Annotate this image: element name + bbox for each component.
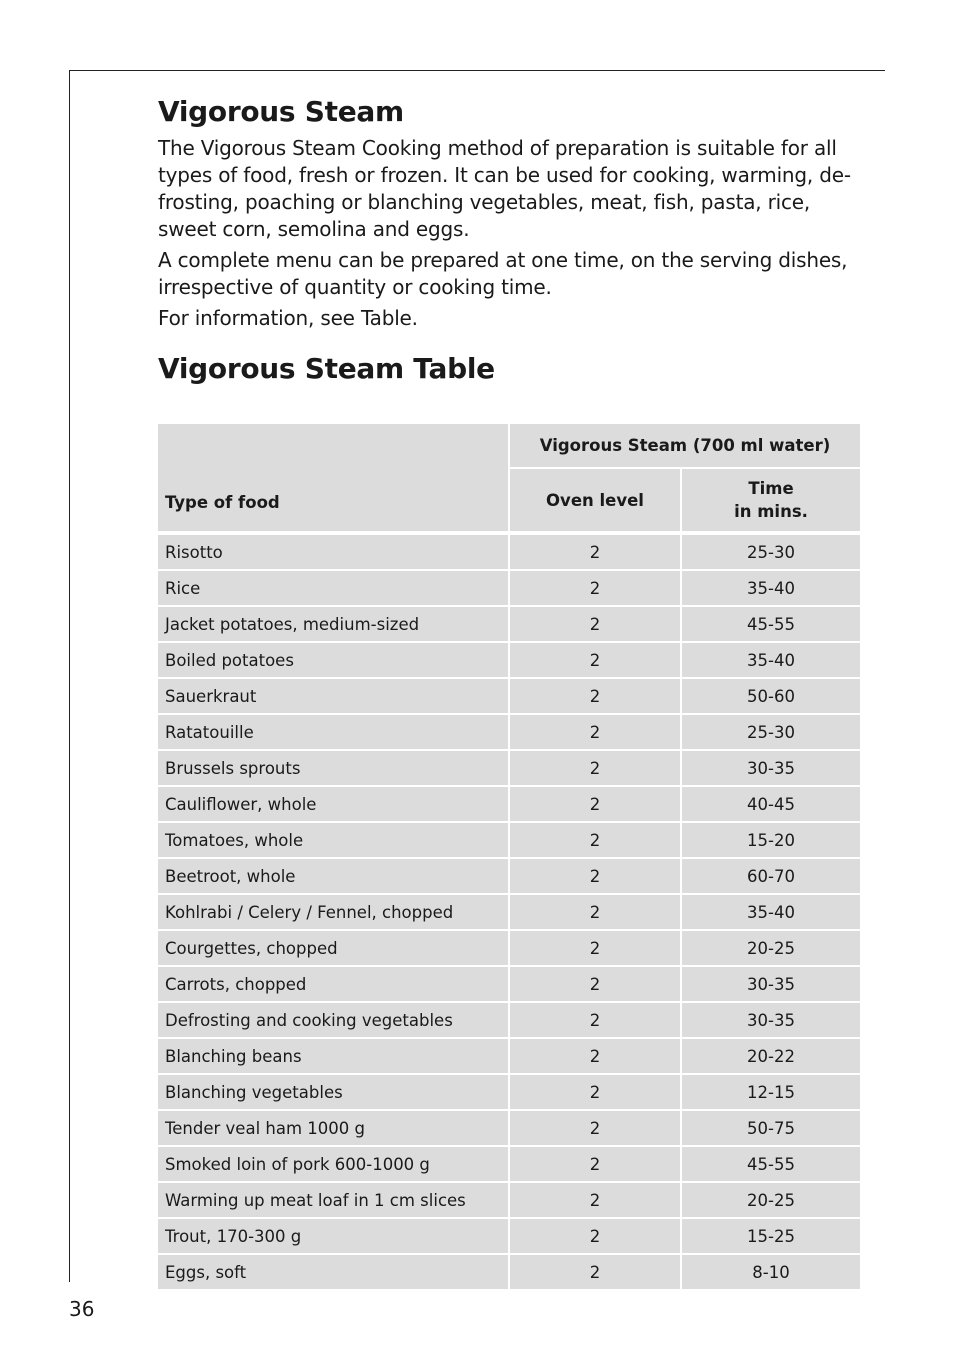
table-row — [158, 859, 860, 895]
table-row — [158, 895, 860, 931]
vigorous-steam-table — [158, 424, 860, 1291]
table-row — [158, 823, 860, 859]
time-cell: 20-25 — [682, 931, 860, 967]
section-heading-vigorous-steam: Vigorous Steam — [158, 95, 404, 128]
time-cell: 15-25 — [682, 1219, 860, 1255]
food-cell: Risotto — [158, 535, 510, 571]
food-cell: Blanching beans — [158, 1039, 510, 1075]
paragraph-line: irrespective of quantity or cooking time. — [158, 275, 552, 299]
oven-level-cell: 2 — [510, 787, 682, 823]
page-content — [158, 93, 860, 388]
table-row — [158, 535, 860, 571]
food-cell: Smoked loin of pork 600-1000 g — [158, 1147, 510, 1183]
paragraph-line: sweet corn, semolina and eggs. — [158, 217, 470, 241]
table-row — [158, 679, 860, 715]
time-header-line: Time — [748, 479, 794, 498]
food-cell: Ratatouille — [158, 715, 510, 751]
oven-level-cell: 2 — [510, 607, 682, 643]
time-cell: 20-22 — [682, 1039, 860, 1075]
menu-paragraph — [158, 247, 860, 301]
time-cell: 35-40 — [682, 571, 860, 607]
oven-level-cell: 2 — [510, 931, 682, 967]
info-paragraph: For information, see Table. — [158, 306, 418, 330]
oven-level-cell: 2 — [510, 715, 682, 751]
oven-level-cell: 2 — [510, 643, 682, 679]
paragraph-line: types of food, fresh or frozen. It can be used for cooking, warming, de- — [158, 163, 851, 187]
oven-level-cell: 2 — [510, 1039, 682, 1075]
oven-level-cell: 2 — [510, 571, 682, 607]
oven-level-cell: 2 — [510, 1003, 682, 1039]
table-row — [158, 967, 860, 1003]
oven-level-cell: 2 — [510, 823, 682, 859]
food-cell: Brussels sprouts — [158, 751, 510, 787]
time-cell: 20-25 — [682, 1183, 860, 1219]
time-cell: 40-45 — [682, 787, 860, 823]
time-cell: 12-15 — [682, 1075, 860, 1111]
food-cell: Tender veal ham 1000 g — [158, 1111, 510, 1147]
food-cell: Sauerkraut — [158, 679, 510, 715]
oven-level-cell: 2 — [510, 1183, 682, 1219]
table-row — [158, 787, 860, 823]
oven-level-cell: 2 — [510, 1075, 682, 1111]
oven-level-cell: 2 — [510, 535, 682, 571]
oven-level-cell: 2 — [510, 1219, 682, 1255]
oven-level-cell: 2 — [510, 967, 682, 1003]
table-row — [158, 1183, 860, 1219]
table-row — [158, 931, 860, 967]
oven-level-cell: 2 — [510, 1111, 682, 1147]
time-cell: 25-30 — [682, 715, 860, 751]
food-cell: Boiled potatoes — [158, 643, 510, 679]
table-row — [158, 751, 860, 787]
oven-level-cell: 2 — [510, 859, 682, 895]
time-cell: 15-20 — [682, 823, 860, 859]
time-header-line: in mins. — [734, 502, 808, 521]
food-cell: Defrosting and cooking vegetables — [158, 1003, 510, 1039]
oven-level-cell: 2 — [510, 895, 682, 931]
food-cell: Trout, 170-300 g — [158, 1219, 510, 1255]
table-row — [158, 643, 860, 679]
time-cell: 50-60 — [682, 679, 860, 715]
time-cell: 45-55 — [682, 607, 860, 643]
paragraph-line: The Vigorous Steam Cooking method of preparation is suitable for all — [158, 136, 837, 160]
food-cell: Courgettes, chopped — [158, 931, 510, 967]
table-row — [158, 715, 860, 751]
intro-paragraph — [158, 135, 860, 243]
table-row — [158, 1003, 860, 1039]
food-cell: Blanching vegetables — [158, 1075, 510, 1111]
table-row — [158, 1147, 860, 1183]
food-cell: Cauliflower, whole — [158, 787, 510, 823]
time-cell: 30-35 — [682, 967, 860, 1003]
oven-level-cell: 2 — [510, 1147, 682, 1183]
table-row — [158, 1219, 860, 1255]
table-row — [158, 571, 860, 607]
oven-level-cell: 2 — [510, 1255, 682, 1291]
section-heading-steam-table: Vigorous Steam Table — [158, 352, 495, 385]
food-cell: Warming up meat loaf in 1 cm slices — [158, 1183, 510, 1219]
column-header-type-of-food: Type of food — [158, 424, 510, 535]
table-row — [158, 1039, 860, 1075]
time-cell: 30-35 — [682, 751, 860, 787]
time-cell: 8-10 — [682, 1255, 860, 1291]
top-rule — [69, 70, 885, 71]
time-cell: 25-30 — [682, 535, 860, 571]
paragraph-line: A complete menu can be prepared at one time, on the serving dishes, — [158, 248, 848, 272]
oven-level-cell: 2 — [510, 679, 682, 715]
food-cell: Eggs, soft — [158, 1255, 510, 1291]
paragraph-line: frosting, poaching or blanching vegetables, meat, fish, pasta, rice, — [158, 190, 811, 214]
food-cell: Rice — [158, 571, 510, 607]
left-rule — [69, 70, 70, 1282]
time-cell: 35-40 — [682, 895, 860, 931]
food-cell: Jacket potatoes, medium-sized — [158, 607, 510, 643]
time-cell: 60-70 — [682, 859, 860, 895]
table-row — [158, 1255, 860, 1291]
column-header-time — [682, 469, 860, 535]
table-row — [158, 607, 860, 643]
column-header-oven-level: Oven level — [510, 469, 682, 535]
food-cell: Tomatoes, whole — [158, 823, 510, 859]
food-cell: Beetroot, whole — [158, 859, 510, 895]
table-header-row — [158, 424, 860, 469]
time-cell: 35-40 — [682, 643, 860, 679]
table-row — [158, 1075, 860, 1111]
food-cell: Kohlrabi / Celery / Fennel, chopped — [158, 895, 510, 931]
time-cell: 45-55 — [682, 1147, 860, 1183]
oven-level-cell: 2 — [510, 751, 682, 787]
page-number: 36 — [69, 1297, 95, 1321]
group-header-vigorous-steam: Vigorous Steam (700 ml water) — [510, 424, 860, 469]
food-cell: Carrots, chopped — [158, 967, 510, 1003]
time-cell: 30-35 — [682, 1003, 860, 1039]
time-cell: 50-75 — [682, 1111, 860, 1147]
table-row — [158, 1111, 860, 1147]
